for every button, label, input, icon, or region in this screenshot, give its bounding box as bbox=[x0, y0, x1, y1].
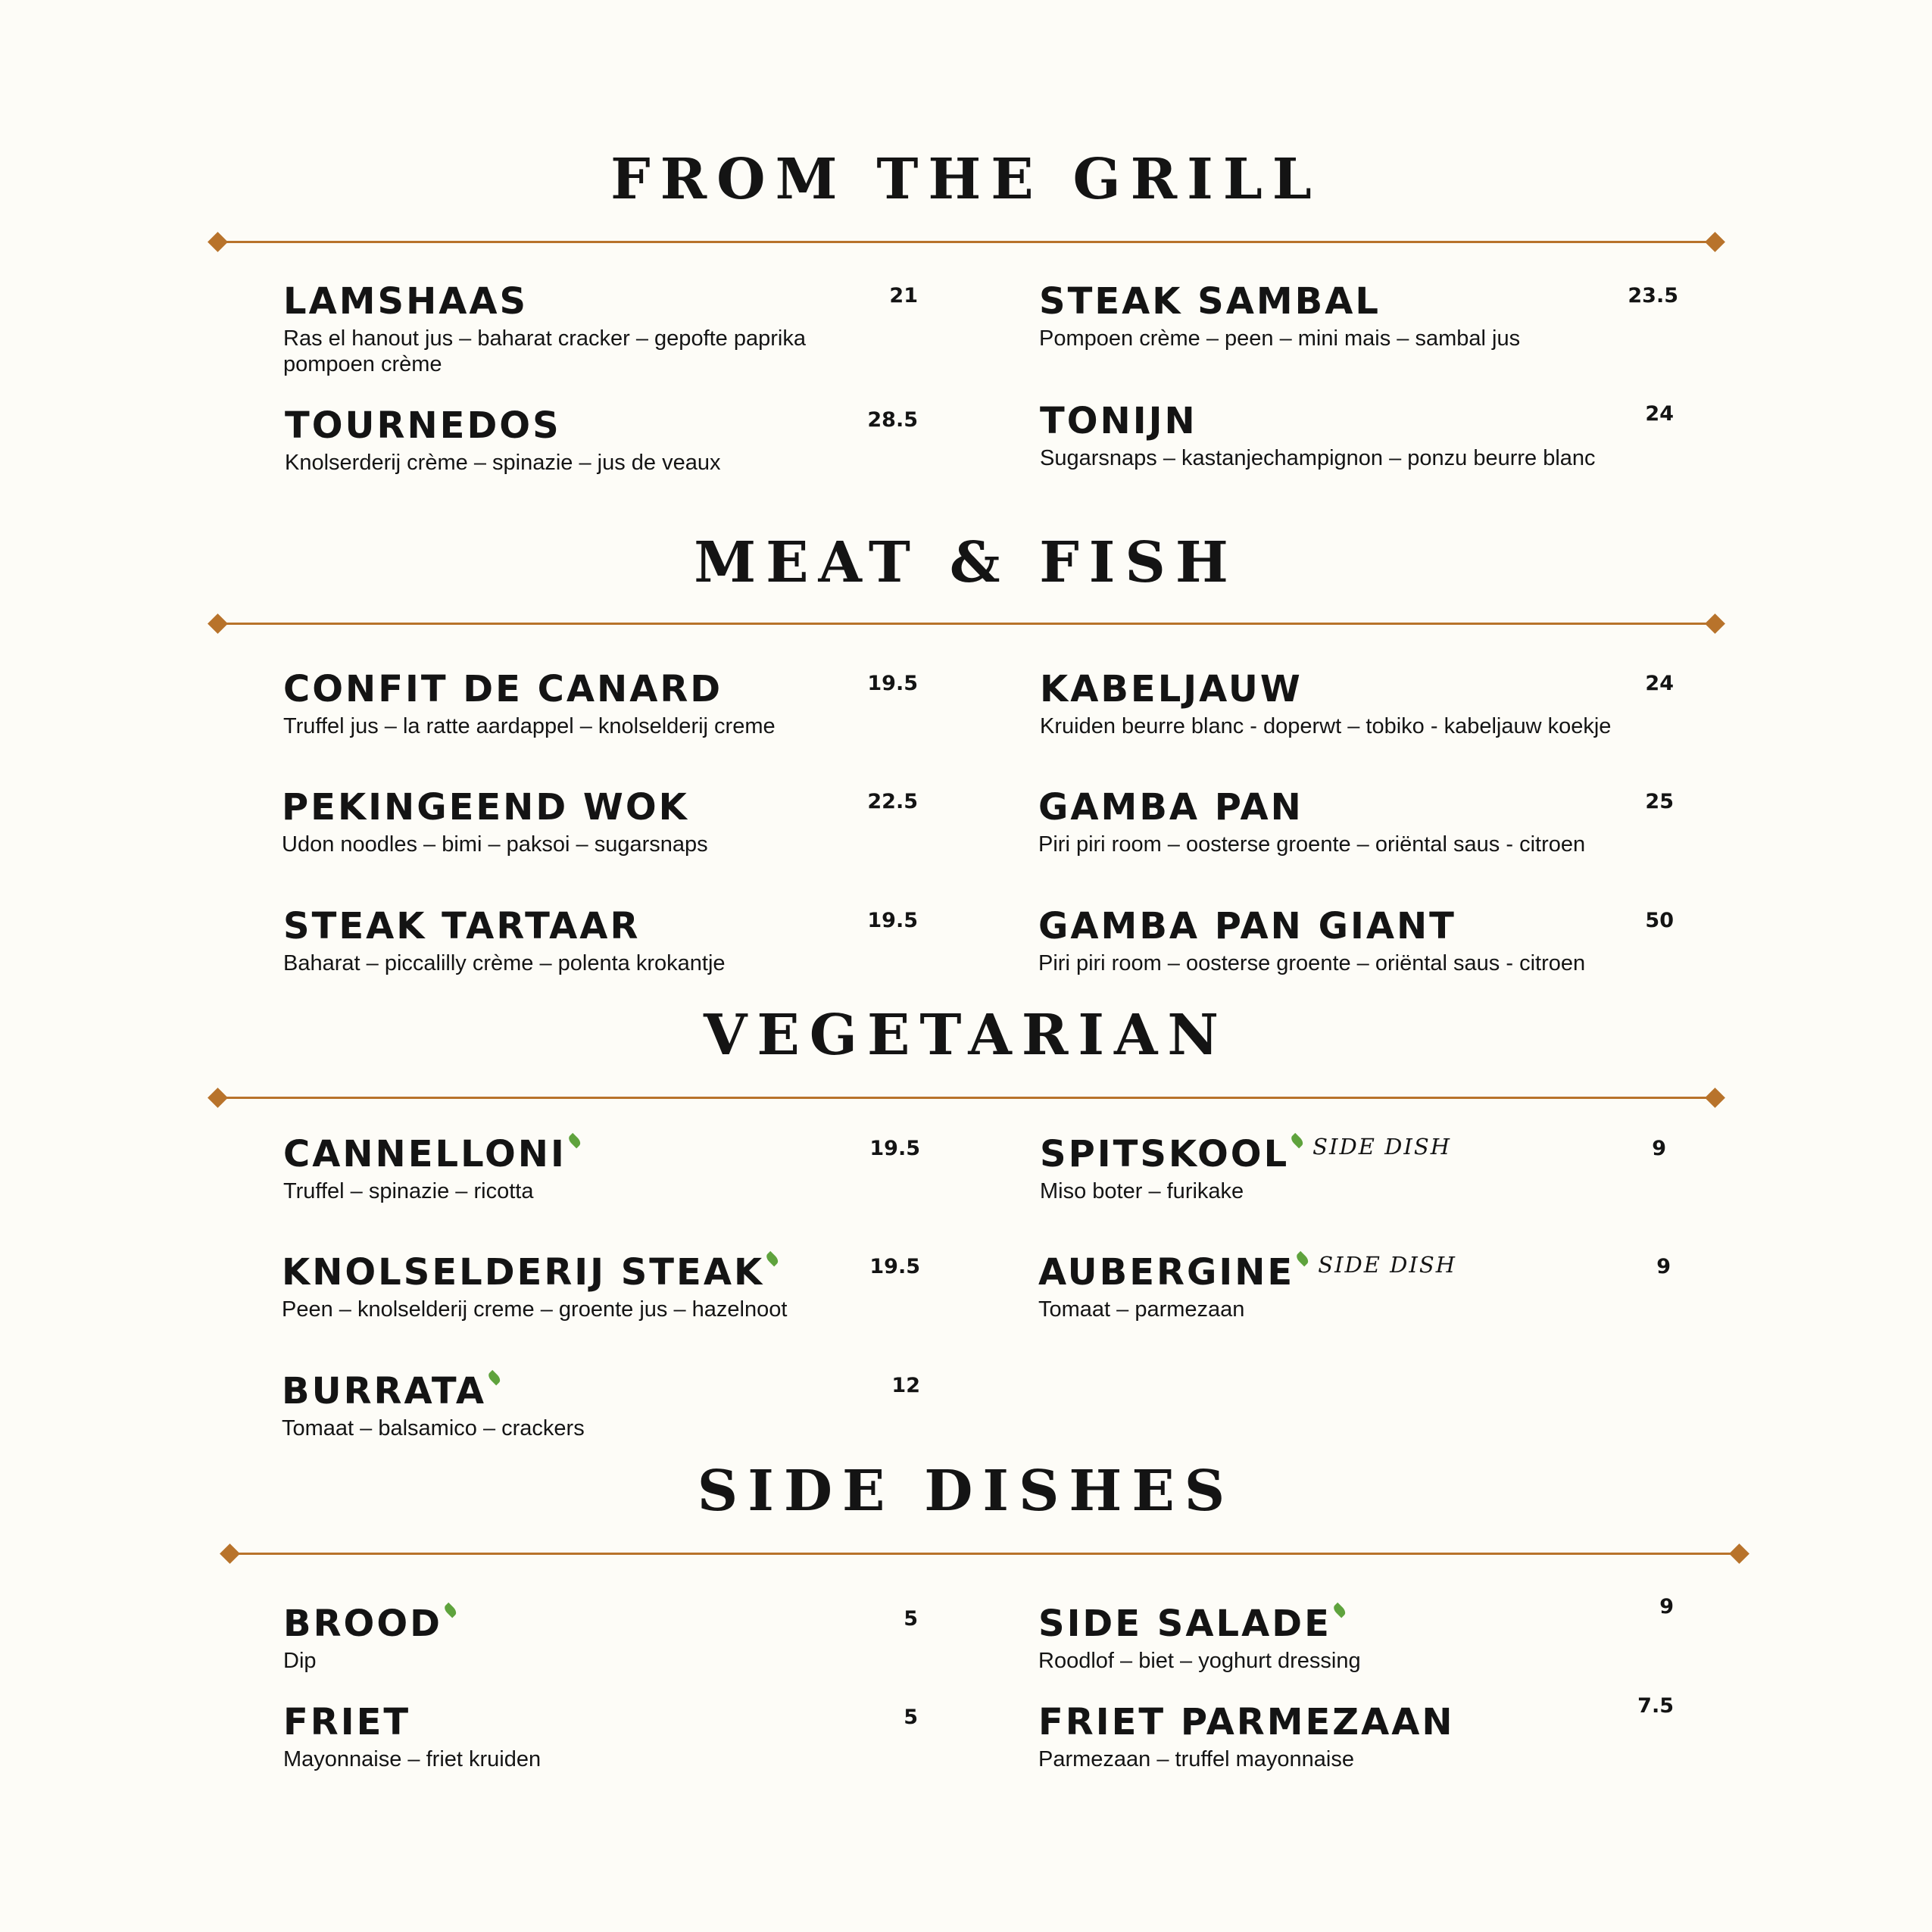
menu-item-steak-tartaar bbox=[283, 905, 726, 976]
vegetarian-leaf-icon bbox=[1295, 1251, 1311, 1267]
item-name-row bbox=[282, 1251, 787, 1294]
section-title-side-dishes: SIDE DISHES bbox=[697, 1459, 1235, 1524]
item-description: Ras el hanout jus – baharat cracker – gepofte paprika pompoen crème bbox=[283, 326, 806, 376]
item-description: Peen – knolselderij creme – groente jus – hazelnoot bbox=[282, 1297, 788, 1322]
item-name: LAMSHAAS bbox=[283, 280, 529, 323]
item-name-row bbox=[1038, 1251, 1457, 1294]
diamond-ornament-icon bbox=[208, 1088, 228, 1108]
item-description: Piri piri room – oosterse groente – oriëntal saus - citroen bbox=[1038, 951, 1586, 975]
item-name: PEKINGEEND WOK bbox=[282, 786, 689, 829]
item-price: 9 bbox=[1652, 1137, 1666, 1160]
item-name: FRIET bbox=[283, 1701, 411, 1743]
item-name: BROOD bbox=[283, 1603, 442, 1645]
section-divider bbox=[218, 623, 1715, 625]
item-price: 28.5 bbox=[867, 408, 918, 432]
item-description: Tomaat – parmezaan bbox=[1038, 1297, 1245, 1322]
menu-item-tournedos bbox=[285, 404, 721, 476]
item-description: Miso boter – furikake bbox=[1040, 1179, 1244, 1203]
menu-item-knolselderij-steak bbox=[282, 1251, 788, 1322]
item-description: Knolserderij crème – spinazie – jus de veaux bbox=[285, 451, 721, 475]
menu-item-pekingeend-wok bbox=[282, 786, 708, 857]
menu-item-confit-de-canard bbox=[283, 668, 776, 739]
section-divider bbox=[218, 1097, 1715, 1099]
diamond-ornament-icon bbox=[1705, 613, 1725, 634]
section-title-meat-fish: MEAT & FISH bbox=[694, 530, 1238, 595]
vegetarian-leaf-icon bbox=[566, 1133, 582, 1149]
side-dish-tag: SIDE DISH bbox=[1318, 1252, 1457, 1278]
item-name: TOURNEDOS bbox=[285, 404, 561, 447]
item-price: 19.5 bbox=[869, 1255, 920, 1278]
menu-item-gamba-pan-giant bbox=[1038, 905, 1586, 976]
item-name-row bbox=[283, 1133, 581, 1175]
menu-item-cannelloni bbox=[283, 1133, 581, 1204]
menu-item-spitskool bbox=[1040, 1133, 1451, 1204]
item-description: Tomaat – balsamico – crackers bbox=[282, 1416, 585, 1440]
item-price: 7.5 bbox=[1637, 1694, 1674, 1718]
menu-item-kabeljauw bbox=[1040, 668, 1612, 739]
item-description: Baharat – piccalilly crème – polenta krokantje bbox=[283, 951, 726, 975]
diamond-ornament-icon bbox=[1705, 232, 1725, 252]
vegetarian-leaf-icon bbox=[765, 1251, 781, 1267]
item-name-row bbox=[1038, 1603, 1361, 1645]
item-name: STEAK TARTAAR bbox=[283, 905, 641, 947]
diamond-ornament-icon bbox=[208, 232, 228, 252]
item-name: GAMBA PAN bbox=[1038, 786, 1303, 829]
item-name: TONIJN bbox=[1040, 400, 1197, 442]
menu-item-gamba-pan bbox=[1038, 786, 1586, 857]
item-price: 24 bbox=[1645, 402, 1674, 426]
diamond-ornament-icon bbox=[208, 613, 228, 634]
menu-item-aubergine bbox=[1038, 1251, 1457, 1322]
menu-item-brood bbox=[283, 1603, 457, 1674]
item-description: Kruiden beurre blanc - doperwt – tobiko - kabeljauw koekje bbox=[1040, 714, 1612, 738]
item-name: KNOLSELDERIJ STEAK bbox=[282, 1251, 765, 1294]
vegetarian-leaf-icon bbox=[442, 1603, 458, 1618]
item-description: Dip bbox=[283, 1649, 317, 1673]
item-name: AUBERGINE bbox=[1038, 1251, 1295, 1294]
item-description: Parmezaan – truffel mayonnaise bbox=[1038, 1747, 1354, 1771]
item-name-row bbox=[1040, 1133, 1451, 1175]
section-divider bbox=[218, 241, 1715, 243]
item-price: 24 bbox=[1645, 672, 1674, 695]
item-name: FRIET PARMEZAAN bbox=[1038, 1701, 1455, 1743]
item-price: 19.5 bbox=[867, 909, 918, 932]
item-name: KABELJAUW bbox=[1040, 668, 1303, 710]
item-price: 50 bbox=[1645, 909, 1674, 932]
item-price: 12 bbox=[891, 1374, 920, 1397]
item-description: Mayonnaise – friet kruiden bbox=[283, 1747, 542, 1771]
item-name: CONFIT DE CANARD bbox=[283, 668, 723, 710]
item-description: Truffel jus – la ratte aardappel – knolselderij creme bbox=[283, 714, 776, 738]
item-name: CANNELLONI bbox=[283, 1133, 566, 1175]
item-price: 19.5 bbox=[869, 1137, 920, 1160]
menu-item-friet bbox=[283, 1701, 542, 1772]
item-name-row bbox=[283, 1603, 457, 1645]
vegetarian-leaf-icon bbox=[1331, 1603, 1347, 1618]
item-price: 22.5 bbox=[867, 790, 918, 813]
menu-item-lamshaas bbox=[283, 280, 806, 377]
item-name: SPITSKOOL bbox=[1040, 1133, 1290, 1175]
item-price: 5 bbox=[904, 1607, 918, 1631]
section-title-grill: FROM THE GRILL bbox=[610, 147, 1322, 212]
menu-item-burrata bbox=[282, 1370, 585, 1441]
item-description: Piri piri room – oosterse groente – oriëntal saus - citroen bbox=[1038, 832, 1586, 857]
vegetarian-leaf-icon bbox=[486, 1370, 502, 1386]
item-name: GAMBA PAN GIANT bbox=[1038, 905, 1456, 947]
vegetarian-leaf-icon bbox=[1290, 1133, 1306, 1149]
menu-item-steak-sambal bbox=[1039, 280, 1521, 351]
menu-item-side-salade bbox=[1038, 1603, 1361, 1674]
item-price: 23.5 bbox=[1628, 284, 1678, 307]
item-price: 25 bbox=[1645, 790, 1674, 813]
menu-item-tonijn bbox=[1040, 400, 1596, 471]
item-description: Truffel – spinazie – ricotta bbox=[283, 1179, 534, 1203]
item-name-row bbox=[282, 1370, 585, 1412]
item-price: 9 bbox=[1656, 1255, 1671, 1278]
item-price: 21 bbox=[889, 284, 918, 307]
item-price: 5 bbox=[904, 1706, 918, 1729]
item-name: STEAK SAMBAL bbox=[1039, 280, 1381, 323]
item-price: 9 bbox=[1659, 1595, 1674, 1618]
diamond-ornament-icon bbox=[1729, 1543, 1749, 1564]
side-dish-tag: SIDE DISH bbox=[1312, 1134, 1451, 1160]
item-price: 19.5 bbox=[867, 672, 918, 695]
item-description: Roodlof – biet – yoghurt dressing bbox=[1038, 1649, 1361, 1673]
item-description: Sugarsnaps – kastanjechampignon – ponzu beurre blanc bbox=[1040, 446, 1596, 470]
item-name: BURRATA bbox=[282, 1370, 487, 1412]
diamond-ornament-icon bbox=[220, 1543, 240, 1564]
item-name: SIDE SALADE bbox=[1038, 1603, 1331, 1645]
section-divider bbox=[230, 1553, 1739, 1555]
section-title-vegetarian: VEGETARIAN bbox=[703, 1003, 1229, 1068]
item-description: Pompoen crème – peen – mini mais – sambal jus bbox=[1039, 326, 1521, 351]
item-description: Udon noodles – bimi – paksoi – sugarsnaps bbox=[282, 832, 708, 857]
diamond-ornament-icon bbox=[1705, 1088, 1725, 1108]
menu-item-friet-parmezaan bbox=[1038, 1701, 1455, 1772]
